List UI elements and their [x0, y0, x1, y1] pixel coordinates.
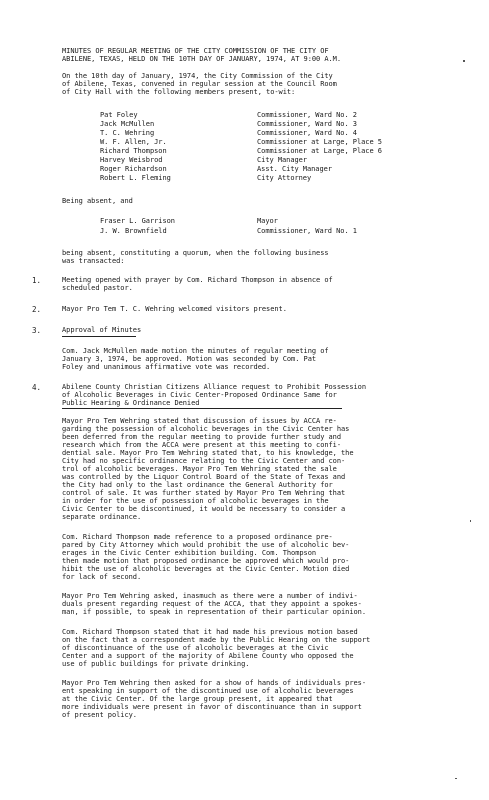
member-title: Commissioner, Ward No. 1	[257, 227, 357, 235]
member-title: Asst. City Manager	[257, 165, 332, 173]
member-title: Commissioner, Ward No. 2	[257, 111, 357, 119]
paragraph-line: on the fact that a correspondent made by the Public Hearing on the support	[62, 636, 371, 644]
paragraph-line: then made motion that proposed ordinance be approved which would pro-	[62, 557, 350, 565]
paragraph-line: for lack of second.	[62, 573, 142, 581]
item-text: Com. Jack McMullen made motion the minutes of regular meeting of	[62, 347, 329, 355]
paragraph-line: man, if possible, to speak in representation of their particular opinion.	[62, 608, 366, 616]
paragraph-line: Mayor Pro Tem Wehring stated that discussion of issues by ACCA re-	[62, 417, 337, 425]
paragraph-line: Mayor Pro Tem Wehring asked, inasmuch as there were a number of indivi-	[62, 592, 358, 600]
intro-line: of City Hall with the following members present, to-wit:	[62, 88, 296, 96]
paragraph-line: Mayor Pro Tem Wehring then asked for a show of hands of individuals pres-	[62, 679, 366, 687]
member-title: Commissioner, Ward No. 3	[257, 120, 357, 128]
member-title: Mayor	[257, 217, 278, 225]
item-number: 3.	[32, 326, 42, 335]
minutes-title-line-1: MINUTES OF REGULAR MEETING OF THE CITY COMMISSION OF THE CITY OF	[62, 47, 329, 55]
paragraph-line: use of public buildings for private drinking.	[62, 660, 250, 668]
paragraph-line: Com. Richard Thompson stated that it had made his previous motion based	[62, 628, 358, 636]
paragraph-line: separate ordinance.	[62, 513, 142, 521]
paragraph-line: was controlled by the Liquor Control Board of the State of Texas and	[62, 473, 346, 481]
paragraph-line: the City had only to the last ordinance the General Authority for	[62, 481, 333, 489]
paragraph-line: Center and a support of the majority of Abilene County who opposed the	[62, 652, 354, 660]
member-title: City Manager	[257, 156, 307, 164]
paragraph-line: erages in the Civic Center exhibition building. Com. Thompson	[62, 549, 317, 557]
item-text: of Alcoholic Beverages in Civic Center-Proposed Ordinance Same for	[62, 391, 337, 399]
member-title: Commissioner at Large, Place 5	[257, 138, 382, 146]
member-name: W. F. Allen, Jr.	[100, 138, 167, 146]
paragraph-line: trol of alcoholic beverages. Mayor Pro Tem Wehring stated the sale	[62, 465, 337, 473]
scan-speck	[463, 60, 465, 62]
item-number: 4.	[32, 383, 42, 392]
heading-underline	[62, 336, 136, 337]
member-name: Pat Foley	[100, 111, 138, 119]
paragraph-line: Com. Richard Thompson made reference to a proposed ordinance pre-	[62, 533, 333, 541]
member-title: Commissioner, Ward No. 4	[257, 129, 357, 137]
item-text: Mayor Pro Tem T. C. Wehring welcomed visitors present.	[62, 305, 287, 313]
member-name: Harvey Weisbrod	[100, 156, 163, 164]
item-text: Meeting opened with prayer by Com. Richard Thompson in absence of	[62, 276, 333, 284]
paragraph-line: City had no specific ordinance relating to the Civic Center and con-	[62, 457, 346, 465]
member-name: Roger Richardson	[100, 165, 167, 173]
paragraph-line: more individuals were present in favor of discontinuance than in support	[62, 703, 362, 711]
intro-line: of Abilene, Texas, convened in regular session at the Council Room	[62, 80, 337, 88]
paragraph-line: pared by City Attorney which would prohibit the use of alcoholic bev-	[62, 541, 350, 549]
absent-label: Being absent, and	[62, 197, 133, 205]
quorum-line: was transacted:	[62, 257, 125, 265]
paragraph-line: Civic Center to be discontinued, it would be necessary to consider a	[62, 505, 346, 513]
member-name: Richard Thompson	[100, 147, 167, 155]
member-name: J. W. Brownfield	[100, 227, 167, 235]
paragraph-line: research which from the ACCA were present at this meeting to confi-	[62, 441, 342, 449]
paragraph-line: been deferred from the regular meeting to provide further study and	[62, 433, 342, 441]
item-number: 1.	[32, 276, 42, 285]
member-name: Jack McMullen	[100, 120, 155, 128]
paragraph-line: of discontinuance of the use of alcoholic beverages at the Civic	[62, 644, 329, 652]
scan-speck	[470, 520, 471, 522]
item-text: January 3, 1974, be approved. Motion was seconded by Com. Pat	[62, 355, 317, 363]
member-name: Fraser L. Garrison	[100, 217, 175, 225]
item-text: Public Hearing & Ordinance Denied	[62, 399, 200, 407]
paragraph-line: hibit the use of alcoholic beverages at the Civic Center. Motion died	[62, 565, 350, 573]
member-title: City Attorney	[257, 174, 312, 182]
paragraph-line: in order for the use of possession of alcoholic beverages in the	[62, 497, 329, 505]
member-name: Robert L. Fleming	[100, 174, 171, 182]
item-text: Foley and unanimous affirmative vote was recorded.	[62, 363, 271, 371]
minutes-title-line-2: ABILENE, TEXAS, HELD ON THE 10TH DAY OF JANUARY, 1974, AT 9:00 A.M.	[62, 55, 342, 63]
item-text: Abilene County Christian Citizens Alliance request to Prohibit Possession	[62, 383, 366, 391]
paragraph-line: ent speaking in support of the discontinued use of alcoholic beverages	[62, 687, 354, 695]
item-heading: Approval of Minutes	[62, 326, 142, 334]
paragraph-line: control of sale. It was further stated by Mayor Pro Tem Wehring that	[62, 489, 346, 497]
item-text: scheduled pastor.	[62, 284, 133, 292]
paragraph-line: of present policy.	[62, 711, 137, 719]
member-name: T. C. Wehring	[100, 129, 155, 137]
paragraph-line: duals present regarding request of the ACCA, that they appoint a spokes-	[62, 600, 362, 608]
intro-line: On the 10th day of January, 1974, the City Commission of the City	[62, 72, 333, 80]
paragraph-line: at the Civic Center. Of the large group present, it appeared that	[62, 695, 333, 703]
paragraph-line: garding the possession of alcoholic beverages in the Civic Center has	[62, 425, 350, 433]
heading-underline	[62, 408, 342, 409]
member-title: Commissioner at Large, Place 6	[257, 147, 382, 155]
paragraph-line: dential sale. Mayor Pro Tem Wehring stated that, to his knowledge, the	[62, 449, 354, 457]
scan-speck	[455, 778, 457, 779]
item-number: 2.	[32, 305, 42, 314]
quorum-line: being absent, constituting a quorum, when the following business	[62, 249, 329, 257]
